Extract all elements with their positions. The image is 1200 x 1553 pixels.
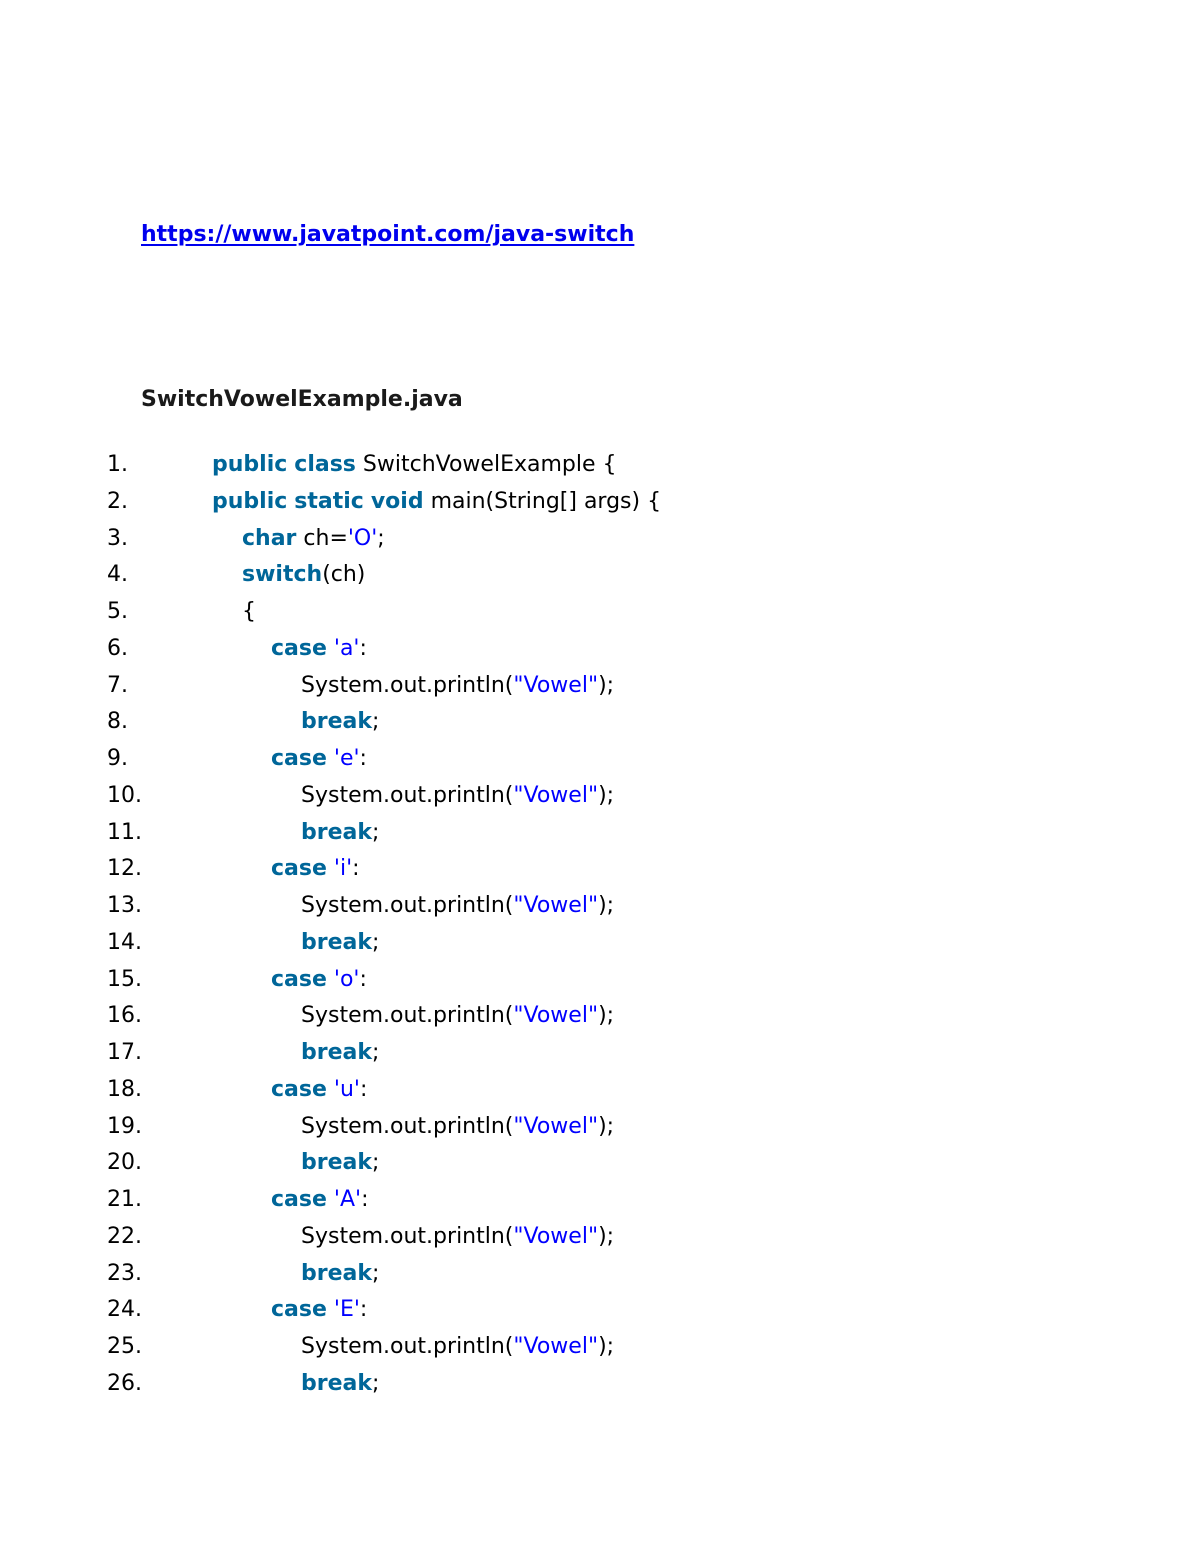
code-literal: 'u' [333, 1076, 360, 1102]
code-line [0, 925, 1200, 962]
code-keyword: public [212, 452, 288, 477]
code-text [271, 1182, 368, 1219]
code-text [301, 778, 614, 815]
code-token [327, 1187, 334, 1212]
code-token [327, 1077, 334, 1102]
line-number: 8. [107, 709, 128, 735]
code-keyword: break [301, 709, 372, 735]
code-token: ; [372, 1260, 380, 1286]
code-text [301, 1035, 379, 1072]
code-token: main(String[] args) { [423, 488, 662, 514]
code-token: System.out.println( [301, 1113, 514, 1139]
line-number: 12. [107, 856, 142, 882]
code-line [0, 1256, 1200, 1293]
code-keyword: void [370, 488, 424, 514]
line-number: 14. [107, 929, 142, 955]
code-text [271, 1072, 367, 1109]
code-text [301, 1256, 379, 1293]
line-number: 13. [107, 893, 142, 918]
code-keyword: public [212, 488, 288, 514]
code-line [0, 557, 1200, 594]
code-token: ); [598, 893, 615, 918]
code-line [0, 1292, 1200, 1329]
code-token: System.out.println( [301, 1003, 514, 1029]
code-keyword: class [294, 452, 356, 477]
code-text [301, 1109, 614, 1146]
code-line [0, 1145, 1200, 1182]
code-literal: 'E' [333, 1297, 360, 1323]
code-literal: "Vowel" [513, 1003, 599, 1029]
code-line [0, 668, 1200, 705]
code-keyword: case [271, 1076, 327, 1102]
code-token: ); [598, 672, 615, 698]
code-line [0, 851, 1200, 888]
code-line [0, 521, 1200, 558]
line-number: 9. [107, 746, 128, 771]
code-token [327, 967, 334, 992]
code-token: ); [598, 782, 615, 808]
code-keyword: static [294, 488, 364, 514]
file-name-heading: SwitchVowelExample.java [141, 387, 463, 412]
code-literal: 'i' [333, 856, 353, 882]
code-literal: "Vowel" [513, 782, 599, 808]
code-token [327, 636, 334, 661]
code-token: SwitchVowelExample { [355, 452, 617, 477]
code-token: : [352, 856, 360, 882]
code-line [0, 1109, 1200, 1146]
code-text [301, 998, 614, 1035]
code-literal: "Vowel" [513, 893, 599, 918]
code-line [0, 998, 1200, 1035]
code-token: : [359, 635, 367, 661]
line-number: 7. [107, 672, 128, 698]
code-literal: "Vowel" [513, 1113, 599, 1139]
line-number: 1. [107, 452, 128, 477]
code-token [364, 489, 371, 514]
code-token: : [359, 966, 367, 992]
line-number: 19. [107, 1113, 142, 1139]
code-line [0, 1219, 1200, 1256]
code-keyword: case [271, 746, 327, 771]
code-keyword: case [271, 966, 327, 992]
code-text [242, 521, 385, 558]
code-keyword: break [301, 1260, 372, 1286]
code-text [271, 851, 360, 888]
code-token: ; [372, 1150, 380, 1176]
line-number: 21. [107, 1187, 142, 1212]
code-token [327, 746, 334, 771]
code-literal: 'o' [333, 966, 360, 992]
code-line [0, 1072, 1200, 1109]
code-token: ; [372, 1040, 380, 1065]
code-text [242, 594, 256, 631]
code-keyword: break [301, 1040, 372, 1065]
code-token: : [359, 1076, 368, 1102]
code-line [0, 631, 1200, 668]
code-literal: "Vowel" [513, 672, 599, 698]
code-text [301, 668, 614, 705]
code-text [301, 925, 379, 962]
code-token: ch= [296, 525, 348, 551]
code-token: System.out.println( [301, 1223, 514, 1249]
code-literal: 'a' [333, 635, 360, 661]
code-keyword: case [271, 1187, 327, 1212]
code-keyword: case [271, 1297, 327, 1323]
line-number: 23. [107, 1260, 142, 1286]
code-line [0, 1035, 1200, 1072]
line-number: 3. [107, 525, 128, 551]
code-text [301, 1366, 379, 1403]
source-link[interactable]: https://www.javatpoint.com/java-switch [141, 222, 635, 247]
code-token: ); [598, 1223, 615, 1249]
line-number: 4. [107, 562, 128, 588]
code-keyword: break [301, 1150, 372, 1176]
line-number: 25. [107, 1334, 142, 1359]
code-line [0, 1329, 1200, 1366]
code-token: ; [377, 525, 385, 551]
line-number: 24. [107, 1297, 142, 1323]
code-text [301, 888, 614, 925]
code-token [327, 1297, 334, 1322]
code-token: ; [372, 709, 380, 735]
code-token: ); [598, 1113, 615, 1139]
code-line [0, 1366, 1200, 1403]
code-token: (ch) [322, 562, 366, 588]
code-text [271, 962, 367, 999]
code-keyword: switch [242, 562, 323, 588]
code-line [0, 962, 1200, 999]
code-token: { [242, 599, 256, 624]
code-token: : [359, 1297, 368, 1323]
line-number: 16. [107, 1003, 142, 1029]
code-line [0, 594, 1200, 631]
code-line [0, 778, 1200, 815]
code-text [301, 1219, 614, 1256]
code-line [0, 888, 1200, 925]
line-number: 11. [107, 819, 142, 845]
code-text [271, 1292, 367, 1329]
code-text [212, 484, 661, 521]
code-keyword: break [301, 929, 372, 955]
code-keyword: break [301, 819, 372, 845]
line-number: 15. [107, 966, 142, 992]
code-text [301, 1145, 379, 1182]
code-token: System.out.println( [301, 782, 514, 808]
code-keyword: case [271, 635, 327, 661]
code-keyword: break [301, 1370, 372, 1396]
code-text [301, 1329, 614, 1366]
line-number: 26. [107, 1370, 142, 1396]
code-literal: "Vowel" [513, 1223, 599, 1249]
code-keyword: case [271, 856, 327, 882]
code-listing [0, 447, 1200, 1403]
code-literal: "Vowel" [513, 1334, 599, 1359]
line-number: 18. [107, 1076, 142, 1102]
code-keyword: char [242, 525, 297, 551]
code-text [212, 447, 617, 484]
code-line [0, 447, 1200, 484]
code-token: ; [372, 929, 380, 955]
code-token: : [361, 1187, 369, 1212]
code-text [271, 631, 367, 668]
line-number: 20. [107, 1150, 142, 1176]
line-number: 17. [107, 1040, 142, 1065]
line-number: 5. [107, 599, 128, 624]
code-token: System.out.println( [301, 893, 514, 918]
code-token: ); [598, 1003, 615, 1029]
code-text [271, 741, 367, 778]
code-token: ); [598, 1334, 615, 1359]
code-line [0, 1182, 1200, 1219]
code-line [0, 484, 1200, 521]
code-line [0, 815, 1200, 852]
code-token: System.out.println( [301, 672, 514, 698]
line-number: 6. [107, 635, 128, 661]
line-number: 22. [107, 1223, 142, 1249]
code-token: : [359, 746, 367, 771]
code-literal: 'O' [347, 525, 378, 551]
code-token: System.out.println( [301, 1334, 514, 1359]
code-line [0, 741, 1200, 778]
code-token: ; [372, 819, 380, 845]
code-literal: 'e' [333, 746, 360, 771]
code-text [242, 557, 365, 594]
code-literal: 'A' [333, 1187, 362, 1212]
line-number: 10. [107, 782, 142, 808]
code-token [327, 856, 334, 881]
code-token: ; [372, 1370, 380, 1396]
code-text [301, 704, 379, 741]
code-line [0, 704, 1200, 741]
line-number: 2. [107, 488, 128, 514]
code-text [301, 815, 379, 852]
